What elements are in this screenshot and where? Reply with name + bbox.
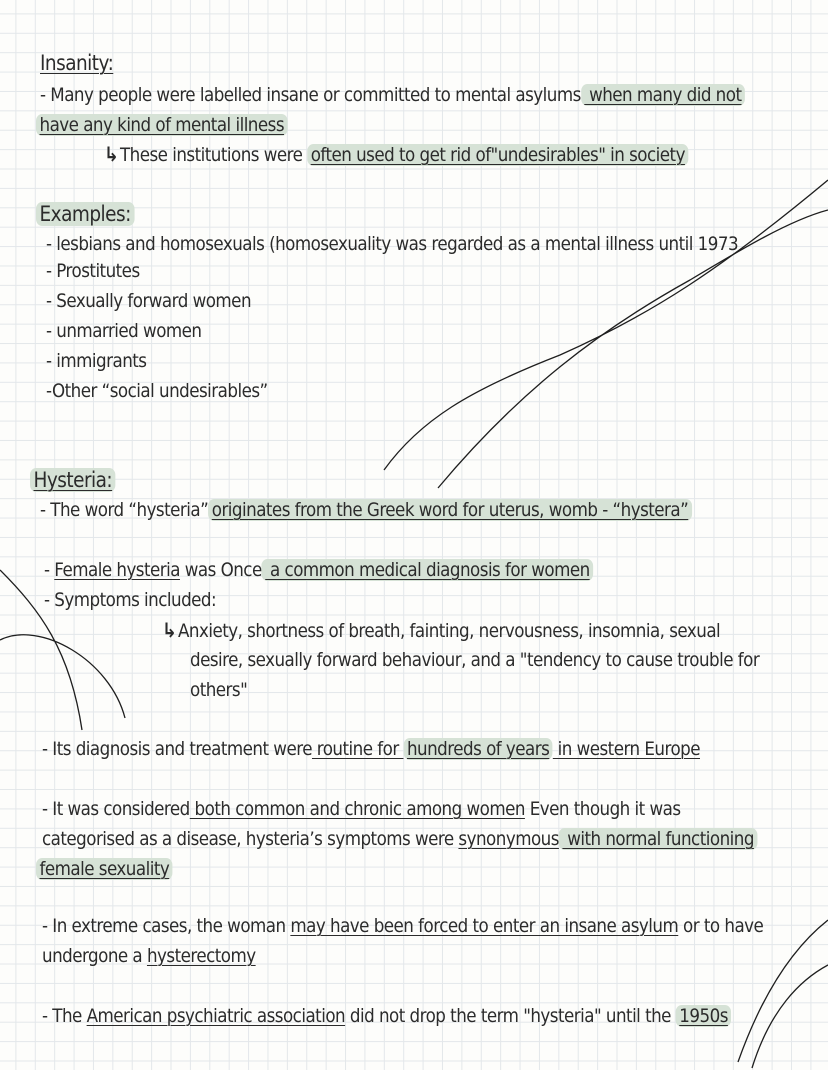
hysteria-paragraph-6-line-2: undergone a hysterectomy [42,945,256,967]
hysteria-paragraph-6-line-1: - In extreme cases, the woman may have been forced to enter an insane asylum or to have [42,915,764,937]
arrow-icon: ↳ [104,142,119,166]
hysteria-paragraph-2: - Female hysteria was Once a common medical diagnosis for women [44,557,593,583]
hysteria-paragraph-3: - Symptoms included: [44,589,217,611]
hysteria-paragraph-5-line-1: - It was considered both common and chronic among women Even though it was [42,798,681,820]
examples-item: -Other “social undesirables” [46,380,268,402]
hysteria-paragraph-5-line-2: categorised as a disease, hysteria’s symptoms were synonymous with normal functioning [42,826,757,852]
examples-item: - Sexually forward women [46,290,252,312]
symptoms-line-2: desire, sexually forward behaviour, and a "tendency to cause trouble for [190,649,760,671]
symptoms-line-1: ↳Anxiety, shortness of breath, fainting, nervousness, insomnia, sexual [162,618,721,642]
hysteria-paragraph-4: - Its diagnosis and treatment were routine for hundreds of years in western Europe [42,738,700,760]
examples-heading: Examples: [36,201,134,228]
arrow-icon: ↳ [162,618,177,642]
examples-item: - unmarried women [46,320,202,342]
insanity-heading: Insanity: [40,51,114,75]
insanity-line-1: - Many people were labelled insane or committed to mental asylums when many did not [40,82,745,108]
hysteria-paragraph-7: - The American psychiatric association did not drop the term "hysteria" until the 1950s [42,1003,731,1029]
examples-item: - Prostitutes [46,260,140,282]
hysteria-heading: Hysteria: [30,467,116,494]
insanity-line-3: ↳These institutions were often used to get rid of"undesirables" in society [104,141,688,168]
insanity-line-2: have any kind of mental illness [36,112,288,138]
symptoms-line-3: others" [190,679,248,701]
hysteria-paragraph-1: - The word “hysteria” originates from the Greek word for uterus, womb - “hystera” [40,497,692,523]
examples-item: - lesbians and homosexuals (homosexuality was regarded as a mental illness until 1973 [46,233,739,255]
examples-item: - immigrants [46,350,147,372]
hysteria-paragraph-5-line-3: female sexuality [36,856,173,882]
